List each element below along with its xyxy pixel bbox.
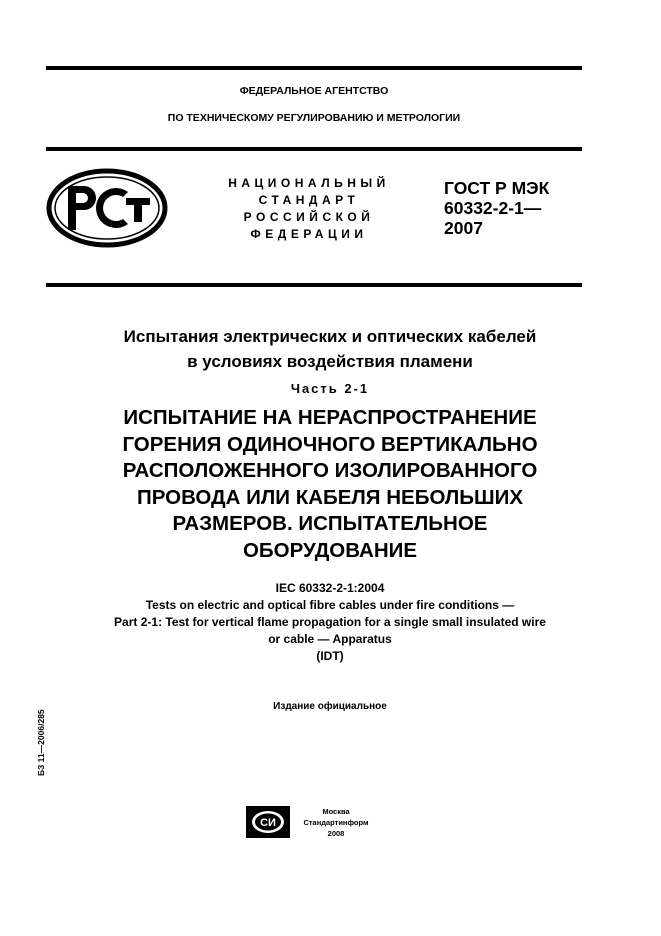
idt-label: (IDT) [316, 649, 344, 663]
standard-line-1: НАЦИОНАЛЬНЫЙ [228, 176, 390, 190]
standartinform-logo-icon [246, 806, 290, 838]
english-line-1: Tests on electric and optical fibre cables under fire conditions — [145, 598, 515, 612]
upper-rule [46, 147, 582, 151]
gost-number [444, 178, 549, 238]
standard-line-3: РОССИЙСКОЙ [243, 210, 375, 224]
gost-line-3: 2007 [444, 218, 483, 238]
gost-line-2: 60332-2-1— [444, 198, 542, 218]
iec-reference: IEC 60332-2-1:2004 [275, 581, 385, 595]
standard-title [200, 175, 418, 243]
publisher-name: Стандартинформ [303, 818, 369, 827]
document-subtitle [40, 405, 620, 564]
agency-line-2: ПО ТЕХНИЧЕСКОМУ РЕГУЛИРОВАНИЮ И МЕТРОЛОГИИ [167, 112, 461, 124]
title-line-2: в условиях воздействия пламени [187, 352, 473, 371]
gost-line-1: ГОСТ Р МЭК [444, 178, 550, 198]
top-rule [46, 66, 582, 70]
gost-logo-icon [46, 168, 168, 248]
english-line-2: Part 2-1: Test for vertical flame propagation for a single small insulated wire [114, 615, 546, 629]
english-title [40, 580, 620, 665]
standard-line-2: СТАНДАРТ [258, 193, 360, 207]
subtitle-line-4: ПРОВОДА ИЛИ КАБЕЛЯ НЕБОЛЬШИХ [136, 485, 524, 509]
publisher-year: 2008 [327, 829, 345, 838]
svg-text:СИ: СИ [260, 817, 276, 829]
publisher-city: Москва [322, 807, 350, 816]
subtitle-line-6: ОБОРУДОВАНИЕ [242, 538, 418, 562]
official-edition: Издание официальное [273, 701, 387, 712]
title-line-1: Испытания электрических и оптических кабелей [123, 327, 537, 346]
subtitle-line-1: ИСПЫТАНИЕ НА НЕРАСПРОСТРАНЕНИЕ [123, 406, 537, 429]
subtitle-line-3: РАСПОЛОЖЕННОГО ИЗОЛИРОВАННОГО [122, 459, 538, 482]
subtitle-line-2: ГОРЕНИЯ ОДИНОЧНОГО ВЕРТИКАЛЬНО [122, 432, 538, 456]
lower-rule [46, 283, 582, 287]
side-code: БЗ 11—2006/285 [36, 709, 46, 776]
document-title [40, 324, 620, 374]
part-label: Часть 2-1 [290, 381, 370, 396]
publisher-info [296, 806, 376, 839]
english-line-3: or cable — Apparatus [268, 632, 392, 646]
standard-line-4: ФЕДЕРАЦИИ [250, 227, 368, 241]
subtitle-line-5: РАЗМЕРОВ. ИСПЫТАТЕЛЬНОЕ [172, 512, 488, 535]
agency-line-1: ФЕДЕРАЛЬНОЕ АГЕНТСТВО [239, 85, 389, 97]
